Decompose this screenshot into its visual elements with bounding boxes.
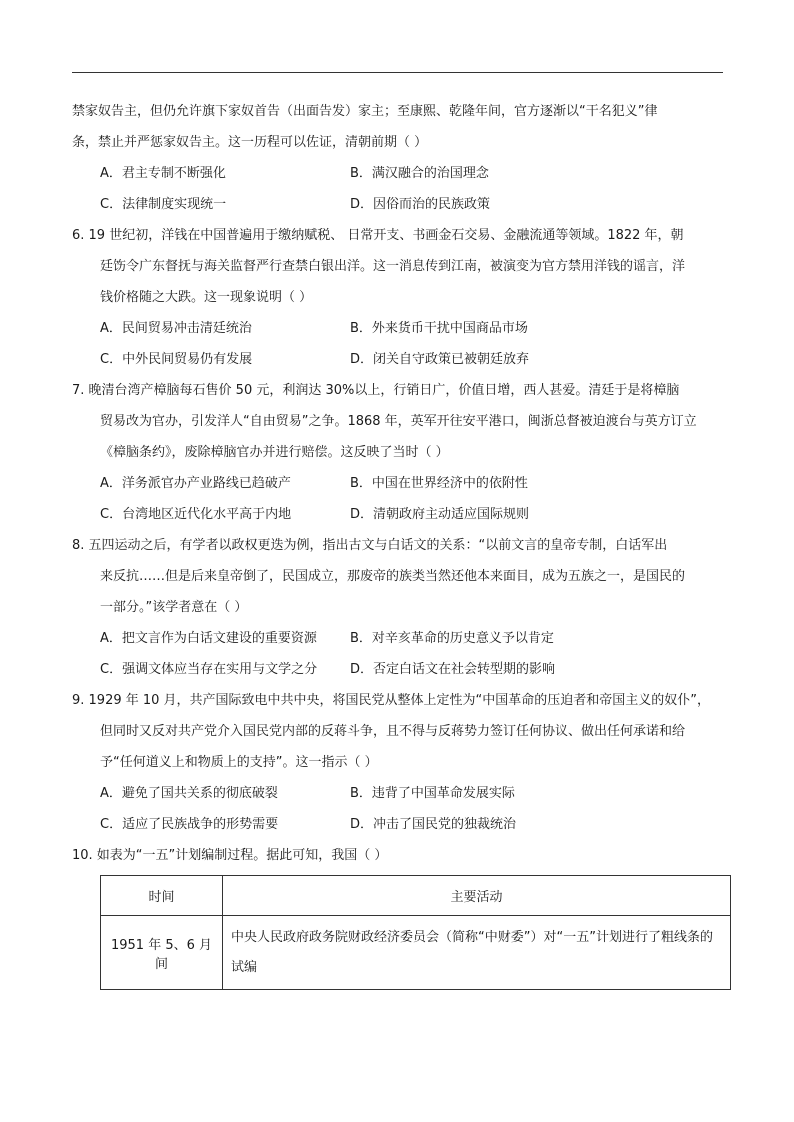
q7-options-row-2 xyxy=(72,499,732,530)
q8-options-row-1 xyxy=(72,623,732,654)
question-9 xyxy=(72,685,732,840)
q6-option-d: D．闭关自守政策已被朝廷放弃 xyxy=(350,352,530,367)
q7-line-3: 《樟脑条约》，废除樟脑官办并进行赔偿。这反映了当时（ ） xyxy=(100,445,449,460)
exam-content xyxy=(72,96,732,871)
header-rule xyxy=(72,72,723,73)
table-row xyxy=(101,916,731,990)
question-7 xyxy=(72,375,732,530)
question-6 xyxy=(72,220,732,375)
table-header-activity: 主要活动 xyxy=(223,876,731,916)
q7-option-a: A．洋务派官办产业路线已趋破产 xyxy=(100,476,291,491)
q9-option-b: B．违背了中国革命发展实际 xyxy=(350,786,515,801)
q9-line-1: 9. 1929 年 10 月，共产国际致电中共中央，将国民党从整体上定性为“中国革命的压迫者和帝国主义的奴仆”， xyxy=(72,693,711,708)
q7-options-row-1 xyxy=(72,468,732,499)
q8-line-3: 一部分。”该学者意在（ ） xyxy=(100,600,248,615)
q6-options-row-1 xyxy=(72,313,732,344)
q5-option-d: D．因俗而治的民族政策 xyxy=(350,197,491,212)
q8-option-d: D．否定白话文在社会转型期的影响 xyxy=(350,662,556,677)
q5-options-row-1 xyxy=(72,158,732,189)
q9-option-c: C．适应了民族战争的形势需要 xyxy=(100,817,279,832)
table-header-time: 时间 xyxy=(101,876,223,916)
plan-table xyxy=(100,875,731,990)
q5-line-1: 禁家奴告主，但仍允许旗下家奴首告（出面告发）家主；至康熙、乾隆年间，官方逐渐以“干名犯义”律 xyxy=(72,104,658,119)
table-cell-time: 1951 年 5、6 月间 xyxy=(101,916,223,990)
q9-options-row-2 xyxy=(72,809,732,840)
table-cell-activity: 中央人民政府政务院财政经济委员会（简称“中财委”）对“一五”计划进行了粗线条的试编 xyxy=(223,916,731,990)
q8-line-1: 8. 五四运动之后，有学者以政权更迭为例，指出古文与白话文的关系：“以前文言的皇帝专制，白话军出 xyxy=(72,538,668,553)
q7-option-c: C．台湾地区近代化水平高于内地 xyxy=(100,507,292,522)
q7-option-d: D．清朝政府主动适应国际规则 xyxy=(350,507,530,522)
q5-option-c: C．法律制度实现统一 xyxy=(100,197,227,212)
q6-line-2: 廷饬令广东督抚与海关监督严行查禁白银出洋。这一消息传到江南，被演变为官方禁用洋钱的谣言，洋 xyxy=(100,259,686,274)
q7-line-2: 贸易改为官办，引发洋人“自由贸易”之争。1868 年，英军开往安平港口，闽浙总督被迫渡台与英方订立 xyxy=(100,414,697,429)
question-5-tail xyxy=(72,96,732,220)
q6-line-3: 钱价格随之大跌。这一现象说明（ ） xyxy=(100,290,313,305)
q6-option-c: C．中外民间贸易仍有发展 xyxy=(100,352,253,367)
q5-options-row-2 xyxy=(72,189,732,220)
q8-options-row-2 xyxy=(72,654,732,685)
q8-option-a: A．把文言作为白话文建设的重要资源 xyxy=(100,631,317,646)
q8-option-c: C．强调文体应当存在实用与文学之分 xyxy=(100,662,318,677)
q8-line-2: 来反抗……但是后来皇帝倒了，民国成立，那废帝的族类当然还他本来面目，成为五族之一，是国民的 xyxy=(100,569,686,584)
q5-option-a: A．君主专制不断强化 xyxy=(100,166,226,181)
q7-line-1: 7. 晚清台湾产樟脑每石售价 50 元，利润达 30%以上，行销日广，价值日增，西人甚爱。清廷于是将樟脑 xyxy=(72,383,680,398)
q5-option-b: B．满汉融合的治国理念 xyxy=(350,166,489,181)
q6-line-1: 6. 19 世纪初，洋钱在中国普遍用于缴纳赋税、 日常开支、书画金石交易、金融流通等领域。1822 年，朝 xyxy=(72,228,684,243)
q7-option-b: B．中国在世界经济中的依附性 xyxy=(350,476,528,491)
q10-stem: 10. 如表为“一五”计划编制过程。据此可知，我国（ ） xyxy=(72,848,388,863)
q8-option-b: B．对辛亥革命的历史意义予以肯定 xyxy=(350,631,554,646)
q9-line-2: 但同时又反对共产党介入国民党内部的反蒋斗争，且不得与反蒋势力签订任何协议、做出任何承诺和给 xyxy=(100,724,686,739)
q6-option-a: A．民间贸易冲击清廷统治 xyxy=(100,321,252,336)
q9-options-row-1 xyxy=(72,778,732,809)
q5-line-2: 条，禁止并严惩家奴告主。这一历程可以佐证，清朝前期（ ） xyxy=(72,135,428,150)
q9-option-a: A．避免了国共关系的彻底破裂 xyxy=(100,786,278,801)
table-header-row xyxy=(101,876,731,916)
question-8 xyxy=(72,530,732,685)
q9-option-d: D．冲击了国民党的独裁统治 xyxy=(350,817,517,832)
q6-options-row-2 xyxy=(72,344,732,375)
q6-option-b: B．外来货币干扰中国商品市场 xyxy=(350,321,528,336)
q9-line-3: 予“任何道义上和物质上的支持”。这一指示（ ） xyxy=(100,755,378,770)
